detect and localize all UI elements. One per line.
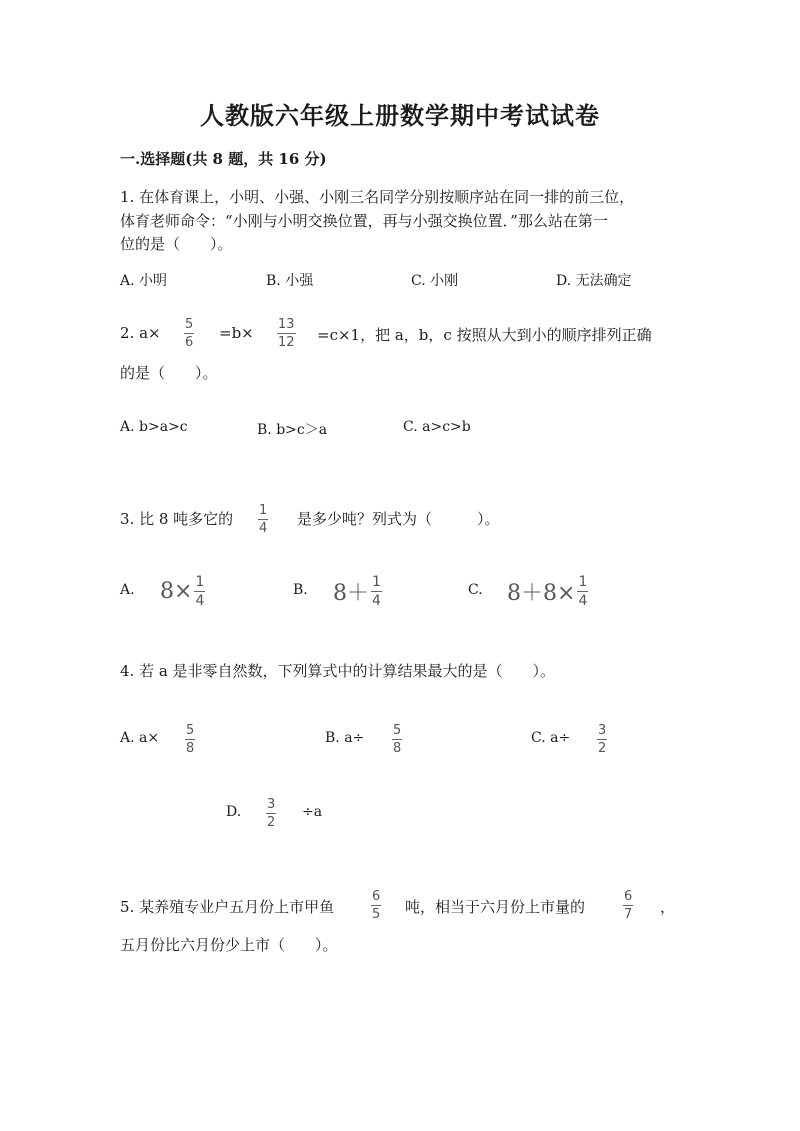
- fraction-numerator: 1: [259, 503, 268, 518]
- fraction-numerator: 5: [393, 723, 402, 738]
- q4-option-c-label[interactable]: C. a÷: [531, 730, 571, 746]
- expression-fraction: [577, 575, 588, 608]
- expression-fraction: [371, 575, 382, 608]
- q4-option-b-label[interactable]: B. a÷: [325, 730, 365, 746]
- fraction-denominator: 5: [372, 907, 381, 922]
- fraction-denominator: 4: [372, 593, 381, 609]
- q4-stem: 4. 若 a 是非零自然数，下列算式中的计算结果最大的是（ ）。: [120, 662, 556, 680]
- q2-option-a[interactable]: A. b>a>c: [120, 419, 188, 435]
- fraction-denominator: 12: [278, 335, 295, 350]
- q4-option-a-fraction: [185, 724, 195, 755]
- q1-option-c[interactable]: C. 小刚: [411, 273, 459, 289]
- q4-option-d-suffix: ÷a: [302, 804, 323, 820]
- fraction-denominator: 2: [598, 741, 607, 756]
- q3-option-b-expression[interactable]: [333, 575, 382, 608]
- q3-option-a-label[interactable]: A.: [120, 582, 135, 598]
- fraction-denominator: 4: [578, 593, 588, 609]
- q1-line1: 1. 在体育课上，小明、小强、小刚三名同学分别按顺序站在同一排的前三位，: [120, 188, 635, 206]
- fraction-numerator: 6: [372, 889, 381, 904]
- fraction-denominator: 4: [195, 593, 205, 609]
- fraction-numerator: 1: [578, 574, 588, 590]
- q5-part1: 5. 某养殖专业户五月份上市甲鱼: [120, 898, 335, 916]
- page-title: 人教版六年级上册数学期中考试试卷: [200, 101, 600, 130]
- fraction-denominator: 6: [185, 335, 194, 350]
- q5-fraction-6-7: [623, 890, 633, 921]
- q1-line3: 位的是（ ）。: [120, 235, 233, 253]
- q3-part2: 是多少吨？列式为（ ）。: [297, 510, 500, 528]
- q1-option-a[interactable]: A. 小明: [120, 273, 168, 289]
- expression-prefix: 8＋: [333, 581, 369, 606]
- fraction-numerator: 13: [278, 317, 295, 332]
- q4-option-a-label[interactable]: A. a×: [120, 730, 160, 746]
- fraction-numerator: 3: [267, 797, 276, 812]
- expression-prefix: 8×: [160, 579, 193, 604]
- q2-option-c[interactable]: C. a>c>b: [403, 419, 471, 435]
- q1-line2: 体育老师命令：“小刚与小明交换位置，再与小强交换位置．”那么站在第一: [120, 212, 608, 230]
- q5-line2: 五月份比六月份少上市（ ）。: [120, 936, 338, 954]
- q2-line2: 的是（ ）。: [120, 364, 218, 382]
- q1-option-b[interactable]: B. 小强: [266, 273, 314, 289]
- q2-option-b[interactable]: B. b>c＞a: [257, 422, 328, 438]
- fraction-numerator: 5: [186, 723, 195, 738]
- q3-option-c-label[interactable]: C.: [468, 582, 483, 598]
- q4-option-d-label[interactable]: D.: [226, 804, 242, 820]
- q3-option-b-label[interactable]: B.: [293, 582, 308, 598]
- q5-part2: 吨，相当于六月份上市量的: [405, 898, 586, 916]
- fraction-denominator: 2: [267, 815, 276, 830]
- q4-option-d-fraction: [266, 798, 276, 829]
- q2-part1: 2. a×: [120, 324, 161, 342]
- q2-fraction-13-12: [277, 318, 296, 349]
- fraction-numerator: 5: [185, 317, 194, 332]
- q2-fraction-5-6: [184, 318, 194, 349]
- q1-option-d[interactable]: D. 无法确定: [556, 273, 632, 289]
- q5-part3: ，: [660, 898, 676, 916]
- fraction-numerator: 3: [598, 723, 607, 738]
- fraction-numerator: 1: [372, 574, 381, 590]
- q3-option-c-expression[interactable]: [507, 575, 588, 608]
- q4-option-b-fraction: [392, 724, 402, 755]
- q2-part3: =c×1，把 a，b，c 按照从大到小的顺序排列正确: [317, 326, 652, 344]
- expression-fraction: [194, 575, 205, 608]
- q3-fraction-1-4: [258, 504, 268, 535]
- fraction-denominator: 8: [186, 741, 195, 756]
- q3-part1: 3. 比 8 吨多它的: [120, 510, 234, 528]
- fraction-numerator: 1: [195, 574, 205, 590]
- fraction-numerator: 6: [624, 889, 633, 904]
- fraction-denominator: 4: [259, 521, 268, 536]
- q5-fraction-6-5: [371, 890, 381, 921]
- q2-part2: =b×: [219, 324, 254, 342]
- q3-option-a-expression[interactable]: [160, 575, 205, 608]
- section-heading: 一.选择题(共 8 题，共 16 分): [120, 150, 327, 168]
- fraction-denominator: 7: [624, 907, 633, 922]
- q4-option-c-fraction: [597, 724, 607, 755]
- expression-prefix: 8＋8×: [507, 581, 576, 606]
- fraction-denominator: 8: [393, 741, 402, 756]
